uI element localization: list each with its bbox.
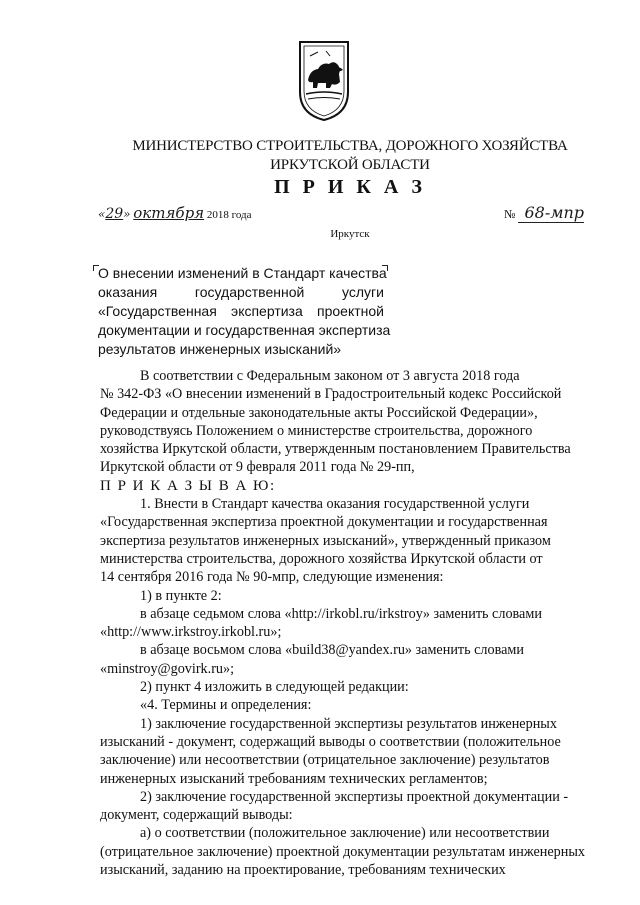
body-line: в абзаце восьмом слова «build38@yandex.ru» заменить словами [140, 642, 524, 659]
body-line: в абзаце седьмом слова «http://irkobl.ru/irkstroy» заменить словами [140, 605, 542, 622]
subject-line [98, 302, 384, 321]
body-line: инженерных изысканий требованиям технических регламентов; [100, 770, 488, 787]
order-title: П Р И К А З [274, 176, 426, 198]
body-line: № 342-ФЗ «О внесении изменений в Градостроительный кодекс Российской [100, 386, 562, 403]
body-line: заключение) или несоответствии (отрицательное заключение) результатов [100, 752, 550, 769]
subject-word: «Государственная [98, 303, 217, 319]
date-open-quote: « [98, 207, 106, 221]
subject-line: результатов инженерных изысканий» [98, 341, 342, 357]
body-line: 2) пункт 4 изложить в следующей редакции: [140, 679, 409, 696]
ministry-name [60, 137, 640, 175]
city: Иркутск [330, 228, 370, 240]
date-month: октября [133, 204, 205, 222]
subject-word: услуги [342, 284, 384, 300]
body-line: Федерации и отдельные законодательные акты Российской Федерации», [100, 404, 538, 421]
body-heading-order: П Р И К А З Ы В А Ю: [100, 477, 276, 494]
subject-word: проектной [317, 303, 384, 319]
body-line: экспертиза результатов инженерных изысканий», утвержденный приказом [100, 532, 551, 549]
order-body [100, 367, 605, 879]
subject-word: экспертиза [231, 303, 303, 319]
body-line: Иркутской области от 9 февраля 2011 года № 29-пп, [100, 459, 415, 476]
order-number [504, 203, 584, 223]
date-day: 29 [105, 206, 124, 222]
body-line: 14 сентября 2016 года № 90-мпр, следующие изменения: [100, 569, 444, 586]
body-line: 2) заключение государственной экспертизы проектной документации - [140, 788, 569, 805]
subject-word: государственной [194, 284, 305, 300]
body-line: документ, содержащий выводы: [100, 807, 293, 824]
number-prefix: № [504, 207, 516, 221]
body-line: В соответствии с Федеральным законом от 3 августа 2018 года [140, 368, 520, 384]
irkutsk-coat-of-arms-icon [296, 36, 352, 122]
order-date [98, 204, 252, 222]
subject-line [98, 283, 384, 302]
body-line: а) о соответствии (положительное заключение) или несоответствии [140, 825, 550, 842]
body-line: «Государственная экспертиза проектной документации и государственная [100, 514, 548, 531]
body-line: руководствуясь Положением о министерстве строительства, дорожного [100, 422, 533, 439]
body-line: хозяйства Иркутской области, утвержденным постановлением Правительства [100, 441, 571, 458]
body-line: 1. Внести в Стандарт качества оказания государственной услуги [140, 496, 530, 513]
ministry-line-2: ИРКУТСКОЙ ОБЛАСТИ [270, 157, 430, 173]
ministry-line-1: МИНИСТЕРСТВО СТРОИТЕЛЬСТВА, ДОРОЖНОГО ХОЗЯЙСТВА [132, 138, 568, 154]
subject-line: документации и государственная экспертиза [98, 322, 391, 338]
body-line: изысканий - документ, содержащий выводы о соответствии (положительное [100, 733, 561, 750]
body-line: «minstroy@govirk.ru»; [100, 660, 235, 677]
body-line: 1) заключение государственной экспертизы результатов инженерных [140, 715, 557, 732]
number-value: 68-мпр [518, 203, 584, 223]
subject-line: О внесении изменений в Стандарт качества [98, 265, 387, 281]
date-year: 2018 года [206, 209, 252, 221]
order-subject [98, 264, 391, 359]
body-line: «4. Термины и определения: [140, 697, 312, 714]
date-close-quote: » [123, 207, 131, 221]
body-line: изысканий, заданию на проектирование, требованиям технических [100, 862, 506, 879]
body-line: 1) в пункте 2: [140, 587, 222, 604]
body-line: министерства строительства, дорожного хозяйства Иркутской области от [100, 550, 543, 567]
body-line: (отрицательное заключение) проектной документации результатам инженерных [100, 843, 585, 860]
subject-word: оказания [98, 284, 158, 300]
body-line: «http://www.irkstroy.irkobl.ru»; [100, 624, 282, 641]
